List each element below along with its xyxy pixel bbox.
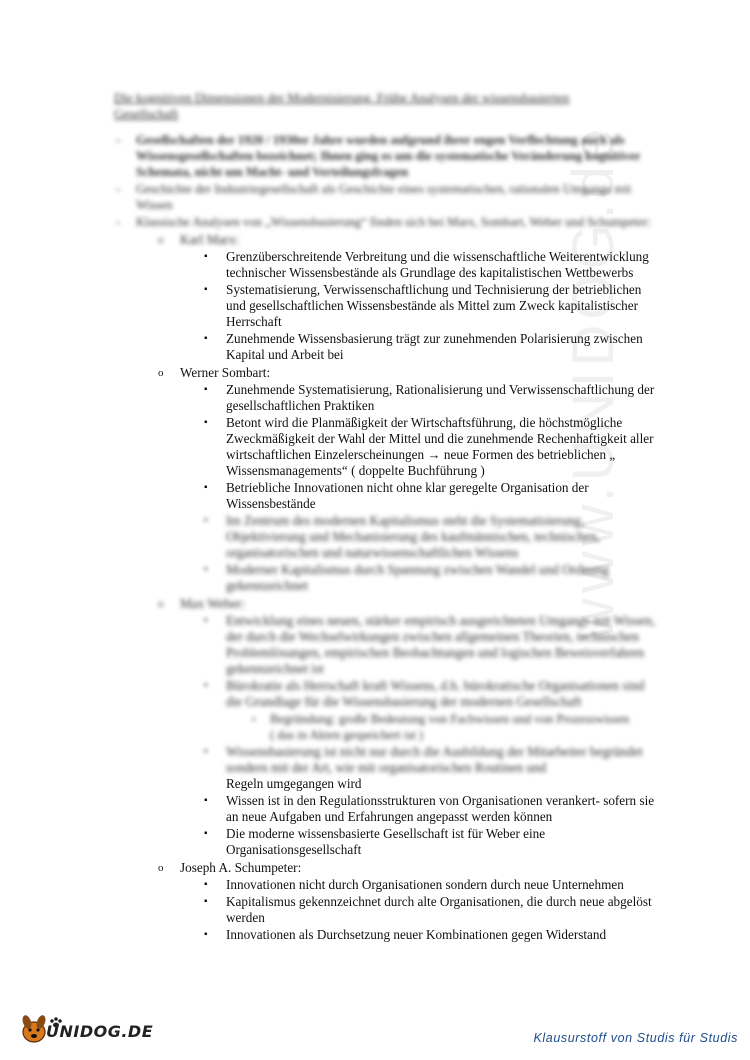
list-item: ▪ Betont wird die Planmäßigkeit der Wirtschaftsführung, die höchstmögliche Zweckmäßigkeit der Wahl der Mittel und die zunehmende Rechenhaftigkeit aller wirtschaftlichen Einzelerscheinungen → neue Formen des betrieblichen „ Wissensmanagements“ ( doppelte Buchführung ) — [204, 415, 654, 478]
logo-text: UNIDOG.DE — [46, 1022, 154, 1041]
list-item: ▪ Zunehmende Systematisierung, Rationalisierung und Verwissenschaftlichung der gesellschaftlichen Praktiken — [204, 382, 655, 413]
author-weber: o Max Weber: — [158, 596, 245, 611]
list-item: ▪ Die moderne wissensbasierte Gesellschaft ist für Weber eine Organisationsgesellschaft — [204, 826, 546, 857]
list-item: ▪ Wissensbasierung ist nicht nur durch die Ausbildung der Mitarbeiter begründet sondern mit der Art, wie mit organisatorischen Routinen und Regeln umgegangen wird — [204, 744, 643, 791]
intro-item: - Geschichte der Industriegesellschaft als Geschichte eines systematischen, rationalen Umgangs mit Wissen — [116, 182, 632, 212]
list-item: ▪ Bürokratie als Herrschaft kraft Wissens, d.h. bürokratische Organisationen sind die Grundlage für die Wissensbasierung der modernen Gesellschaft — [204, 678, 645, 709]
author-marx: o Karl Marx: — [158, 232, 239, 247]
intro-item: - Klassische Analysen von „Wissensbasierung“ finden sich bei Marx, Sombart, Weber und Schumpeter: — [116, 215, 651, 229]
document-body — [0, 123, 750, 944]
list-item: ▪ Systematisierung, Verwissenschaftlichung und Technisierung der betrieblichen und gesellschaftlichen Wissensbestände als Mittel zum Zweck kapitalistischer Herrschaft — [204, 282, 642, 329]
list-item: ▪ Entwicklung eines neuen, stärker empirisch ausgerichteten Umgangs mit Wissen, der durch die Wechselwirkungen zwischen allgemeinen Theorien, technischen Problemlösungen, empirischen Beobachtungen und logischen Beweisverfahren gekennzeichnet ist — [204, 613, 656, 676]
list-item: ▪ Betriebliche Innovationen nicht ohne klar geregelte Organisation der Wissensbestände — [204, 480, 589, 511]
intro-item: - Gesellschaften der 1920 / 1930er Jahre wurden aufgrund ihrer engen Verflechtung auch als Wissensgesellschaften bezeichnet; Ihnen ging es um die systematische Veränderung kognitiver Schemata, nicht um Macht- und Verteilungsfragen — [116, 133, 641, 179]
list-item: ▪ Moderner Kapitalismus durch Spannung zwischen Wandel und Ordnung gekennzeichnet — [204, 562, 609, 593]
list-item: ▪ Grenzüberschreitende Verbreitung und die wissenschaftliche Weiterentwicklung technischer Wissensbestände als Grundlage des kapitalistischen Wettbewerbs — [204, 249, 649, 280]
list-item: ▪ Wissen ist in den Regulationsstrukturen von Organisationen verankert- sofern sie an neue Aufgaben und Erfahrungen angepasst werden können — [204, 793, 655, 824]
list-item: ▪ Kapitalismus gekennzeichnet durch alte Organisationen, die durch neue abgelöst werden — [204, 894, 652, 925]
sub-list-item: ▪ Begründung: große Bedeutung von Fachwissen und von Prozesswissen ( das in Akten gespeichert ist ) — [252, 712, 630, 742]
list-item: ▪ Zunehmende Wissensbasierung trägt zur zunehmenden Polarisierung zwischen Kapital und Arbeit bei — [204, 331, 643, 362]
document-heading: Die kognitiven Dimensionen der Modernisierung. Frühe Analysen der wissensbasierten Gesellschaft — [114, 90, 570, 121]
list-item: ▪ Im Zentrum des modernen Kapitalismus steht die Systematisierung, Objektivierung und Mechanisierung des kaufmännischen, technischen, organisatorischen und naturwissenschaftlichen Wissens — [204, 513, 600, 560]
author-schumpeter: o Joseph A. Schumpeter: — [158, 860, 302, 875]
list-item: ▪ Innovationen nicht durch Organisationen sondern durch neue Unternehmen — [204, 877, 624, 892]
list-item: ▪ Innovationen als Durchsetzung neuer Kombinationen gegen Widerstand — [204, 927, 607, 942]
author-sombart: o Werner Sombart: — [158, 365, 271, 380]
watermark: www.UNIDOG.de — [561, 123, 626, 640]
footer-slogan: Klausurstoff von Studis für Studis — [533, 1031, 738, 1045]
